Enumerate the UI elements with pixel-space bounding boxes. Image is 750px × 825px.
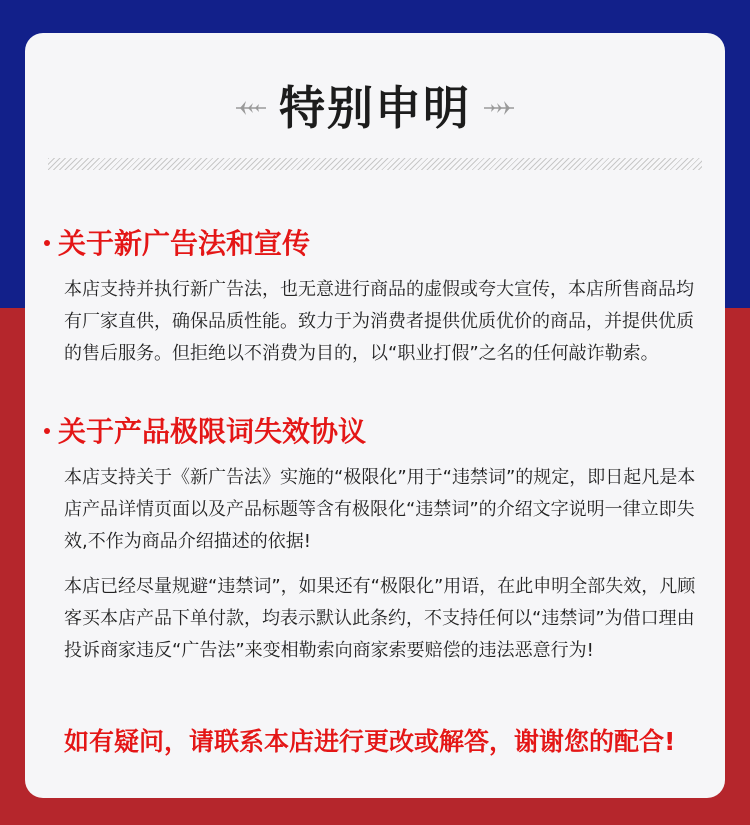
bullet-dot-icon (44, 240, 50, 246)
section-paragraph: 本店已经尽量规避“违禁词”，如果还有“极限化”用语，在此申明全部失效，凡顾客买本店产品下单付款，均表示默认此条约，不支持任何以“违禁词”为借口理由投诉商家违反“广告法”来变相勒索向商家索要赔偿的违法恶意行为! (64, 576, 696, 661)
footer-contact-note: 如有疑问，请联系本店进行更改或解答，谢谢您的配合! (64, 727, 676, 756)
section-heading-extreme-words (44, 412, 366, 452)
section-heading-text: 关于新广告法和宣传 (58, 227, 311, 260)
section-heading-ad-law (44, 224, 310, 264)
leaf-ornament-left-icon (234, 98, 268, 118)
section-paragraph: 本店支持并执行新广告法，也无意进行商品的虚假或夸大宣传，本店所售商品均有厂家直供，确保品质性能。致力于为消费者提供优质优价的商品，并提供优质的售后服务。但拒绝以不消费为目的，以“职业打假”之名的任何敲诈勒索。 (64, 279, 694, 364)
page-title: 特别申明 (279, 81, 471, 135)
leaf-ornament-right-icon (482, 98, 516, 118)
title-row (0, 76, 750, 140)
section-heading-text: 关于产品极限词失效协议 (58, 415, 367, 448)
bullet-dot-icon (44, 428, 50, 434)
section-paragraph: 本店支持关于《新广告法》实施的“极限化”用于“违禁词”的规定，即日起凡是本店产品详情页面以及产品标题等含有极限化“违禁词”的介绍文字说明一律立即失效,不作为商品介绍描述的依据! (64, 467, 696, 552)
hatched-divider (48, 158, 702, 170)
